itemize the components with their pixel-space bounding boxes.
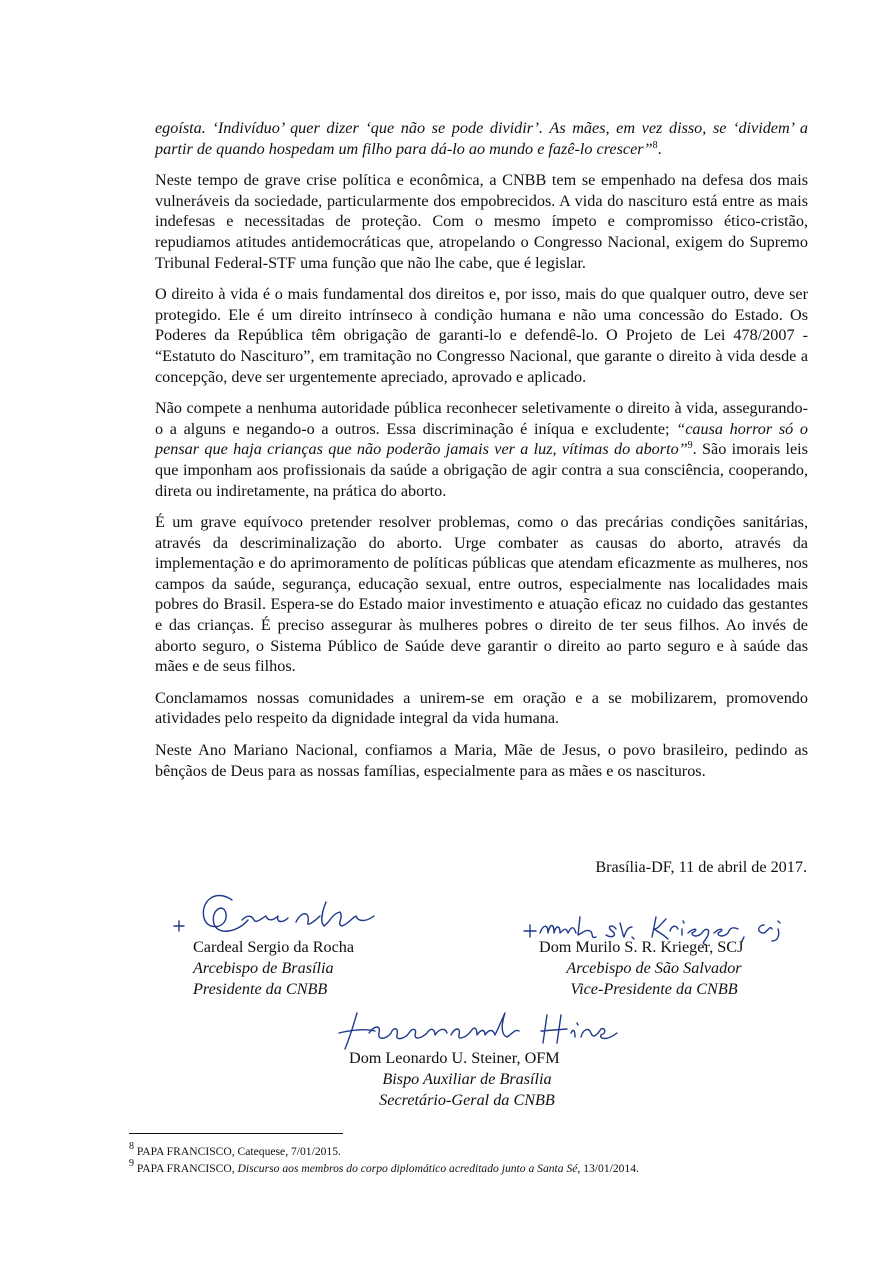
signatory-role: Presidente da CNBB — [193, 980, 328, 998]
paragraph-text: . São imorais leis que imponham aos profissionais da saúde a obrigação de agir contra a sua consciência, cooperando, direta ou indiretamente, na prática do aborto. — [155, 440, 808, 500]
footnote-ref-9[interactable]: 9 — [687, 440, 693, 452]
signatory-role: Vice-Presidente da CNBB — [570, 980, 738, 998]
footnote-ref-8[interactable]: 8 — [652, 139, 658, 151]
signatory-role: Bispo Auxiliar de Brasília — [382, 1070, 552, 1088]
signatory-role: Arcebispo de Brasília — [193, 959, 334, 977]
footnote-number: 8 — [129, 1141, 134, 1152]
footnote-9 — [129, 1160, 639, 1177]
paragraph-crise: Neste tempo de grave crise política e econômica, a CNBB tem se empenhado na defesa dos mais vulneráveis da sociedade, particularmente dos empobrecidos. A vida do nascituro está entre as mais indefesas e necessitadas de proteção. Com o mesmo ímpeto e compromisso ético-cristão, repudiamos atitudes antidemocráticas que, atropelando o Congresso Nacional, exigem do Supremo Tribunal Federal-STF uma função que não lhe cabe, que é legislar. — [155, 171, 808, 272]
quote-text: egoísta. ‘Indivíduo’ quer dizer ‘que não se pode dividir’. As mães, em vez disso, se ‘dividem’ a partir de quando hospedam um filho para dá-lo ao mundo e fazê-lo crescer” — [155, 119, 808, 158]
footnote-text: PAPA FRANCISCO, Catequese, 7/01/2015. — [136, 1145, 341, 1158]
signatory-role: Arcebispo de São Salvador — [566, 959, 742, 977]
footnote-text: PAPA FRANCISCO, — [136, 1162, 238, 1175]
signatory-block-2 — [539, 937, 769, 1000]
footnotes — [129, 1143, 639, 1177]
signatory-block-1 — [193, 937, 354, 1000]
signatory-role: Secretário-Geral da CNBB — [379, 1091, 555, 1109]
letter-body — [155, 118, 808, 792]
signatory-name: Cardeal Sergio da Rocha — [193, 938, 355, 956]
paragraph-equivoco: É um grave equívoco pretender resolver problemas, como o das precárias condições sanitárias, através da descriminalização do aborto. Urge combater as causas do aborto, através da implementação e do aprimoramento de políticas públicas que atendam eficazmente as mulheres, nos campos da saúde, segurança, educação sexual, entre outros, especialmente nas localidades mais pobres do Brasil. Espera-se do Estado maior investimento e atuação eficaz no cuidado das gestantes e das crianças. É preciso assegurar às mulheres pobres o direito de ter seus filhos. Ao invés de aborto seguro, o Sistema Público de Saúde deve garantir o direito ao parto seguro e à saúde das mães e de seus filhos. — [155, 513, 808, 676]
paragraph-autoridade — [155, 398, 808, 501]
footnote-title: Discurso aos membros do corpo diplomático acreditado junto a Santa Sé — [237, 1162, 578, 1175]
signatory-block-3 — [349, 1048, 585, 1111]
footnote-8 — [129, 1143, 639, 1160]
signatory-name: Dom Leonardo U. Steiner, OFM — [349, 1049, 560, 1067]
signatory-name: Dom Murilo S. R. Krieger, SCJ — [539, 938, 744, 956]
paragraph-conclamamos: Conclamamos nossas comunidades a unirem-se em oração e a se mobilizarem, promovendo atividades pelo respeito da dignidade integral da vida humana. — [155, 688, 808, 728]
footnote-text: , 13/01/2014. — [577, 1162, 639, 1175]
paragraph-quote-continuation — [155, 118, 808, 159]
paragraph-ano-mariano: Neste Ano Mariano Nacional, confiamos a Maria, Mãe de Jesus, o povo brasileiro, pedindo as bênçãos de Deus para as nossas famílias, especialmente para as mães e os nascituros. — [155, 741, 808, 780]
footnote-divider — [129, 1133, 343, 1134]
paragraph-direito-vida: O direito à vida é o mais fundamental dos direitos e, por isso, mais do que qualquer outro, deve ser protegido. Ele é um direito intrínseco à condição humana e não uma concessão do Estado. Os Poderes da República têm obrigação de garanti-lo e defendê-lo. O Projeto de Lei 478/2007 - “Estatuto do Nascituro”, em tramitação no Congresso Nacional, que garante o direito à vida desde a concepção, deve ser urgentemente apreciado, aprovado e aplicado. — [155, 285, 808, 386]
pope-quote: “causa horror só o pensar que haja crianças que não poderão jamais ver a luz, vítimas do aborto” — [155, 419, 808, 459]
footnote-number: 9 — [129, 1158, 134, 1169]
paragraph-text: Não compete a nenhuma autoridade pública reconhecer seletivamente o direito à vida, assegurando-o a alguns e negando-o a outros. Essa discriminação é iníqua e excludente; — [155, 399, 808, 438]
sentence-end: . — [657, 139, 662, 158]
dateline: Brasília-DF, 11 de abril de 2017. — [595, 858, 807, 876]
signature-sergio-da-rocha — [170, 880, 385, 940]
